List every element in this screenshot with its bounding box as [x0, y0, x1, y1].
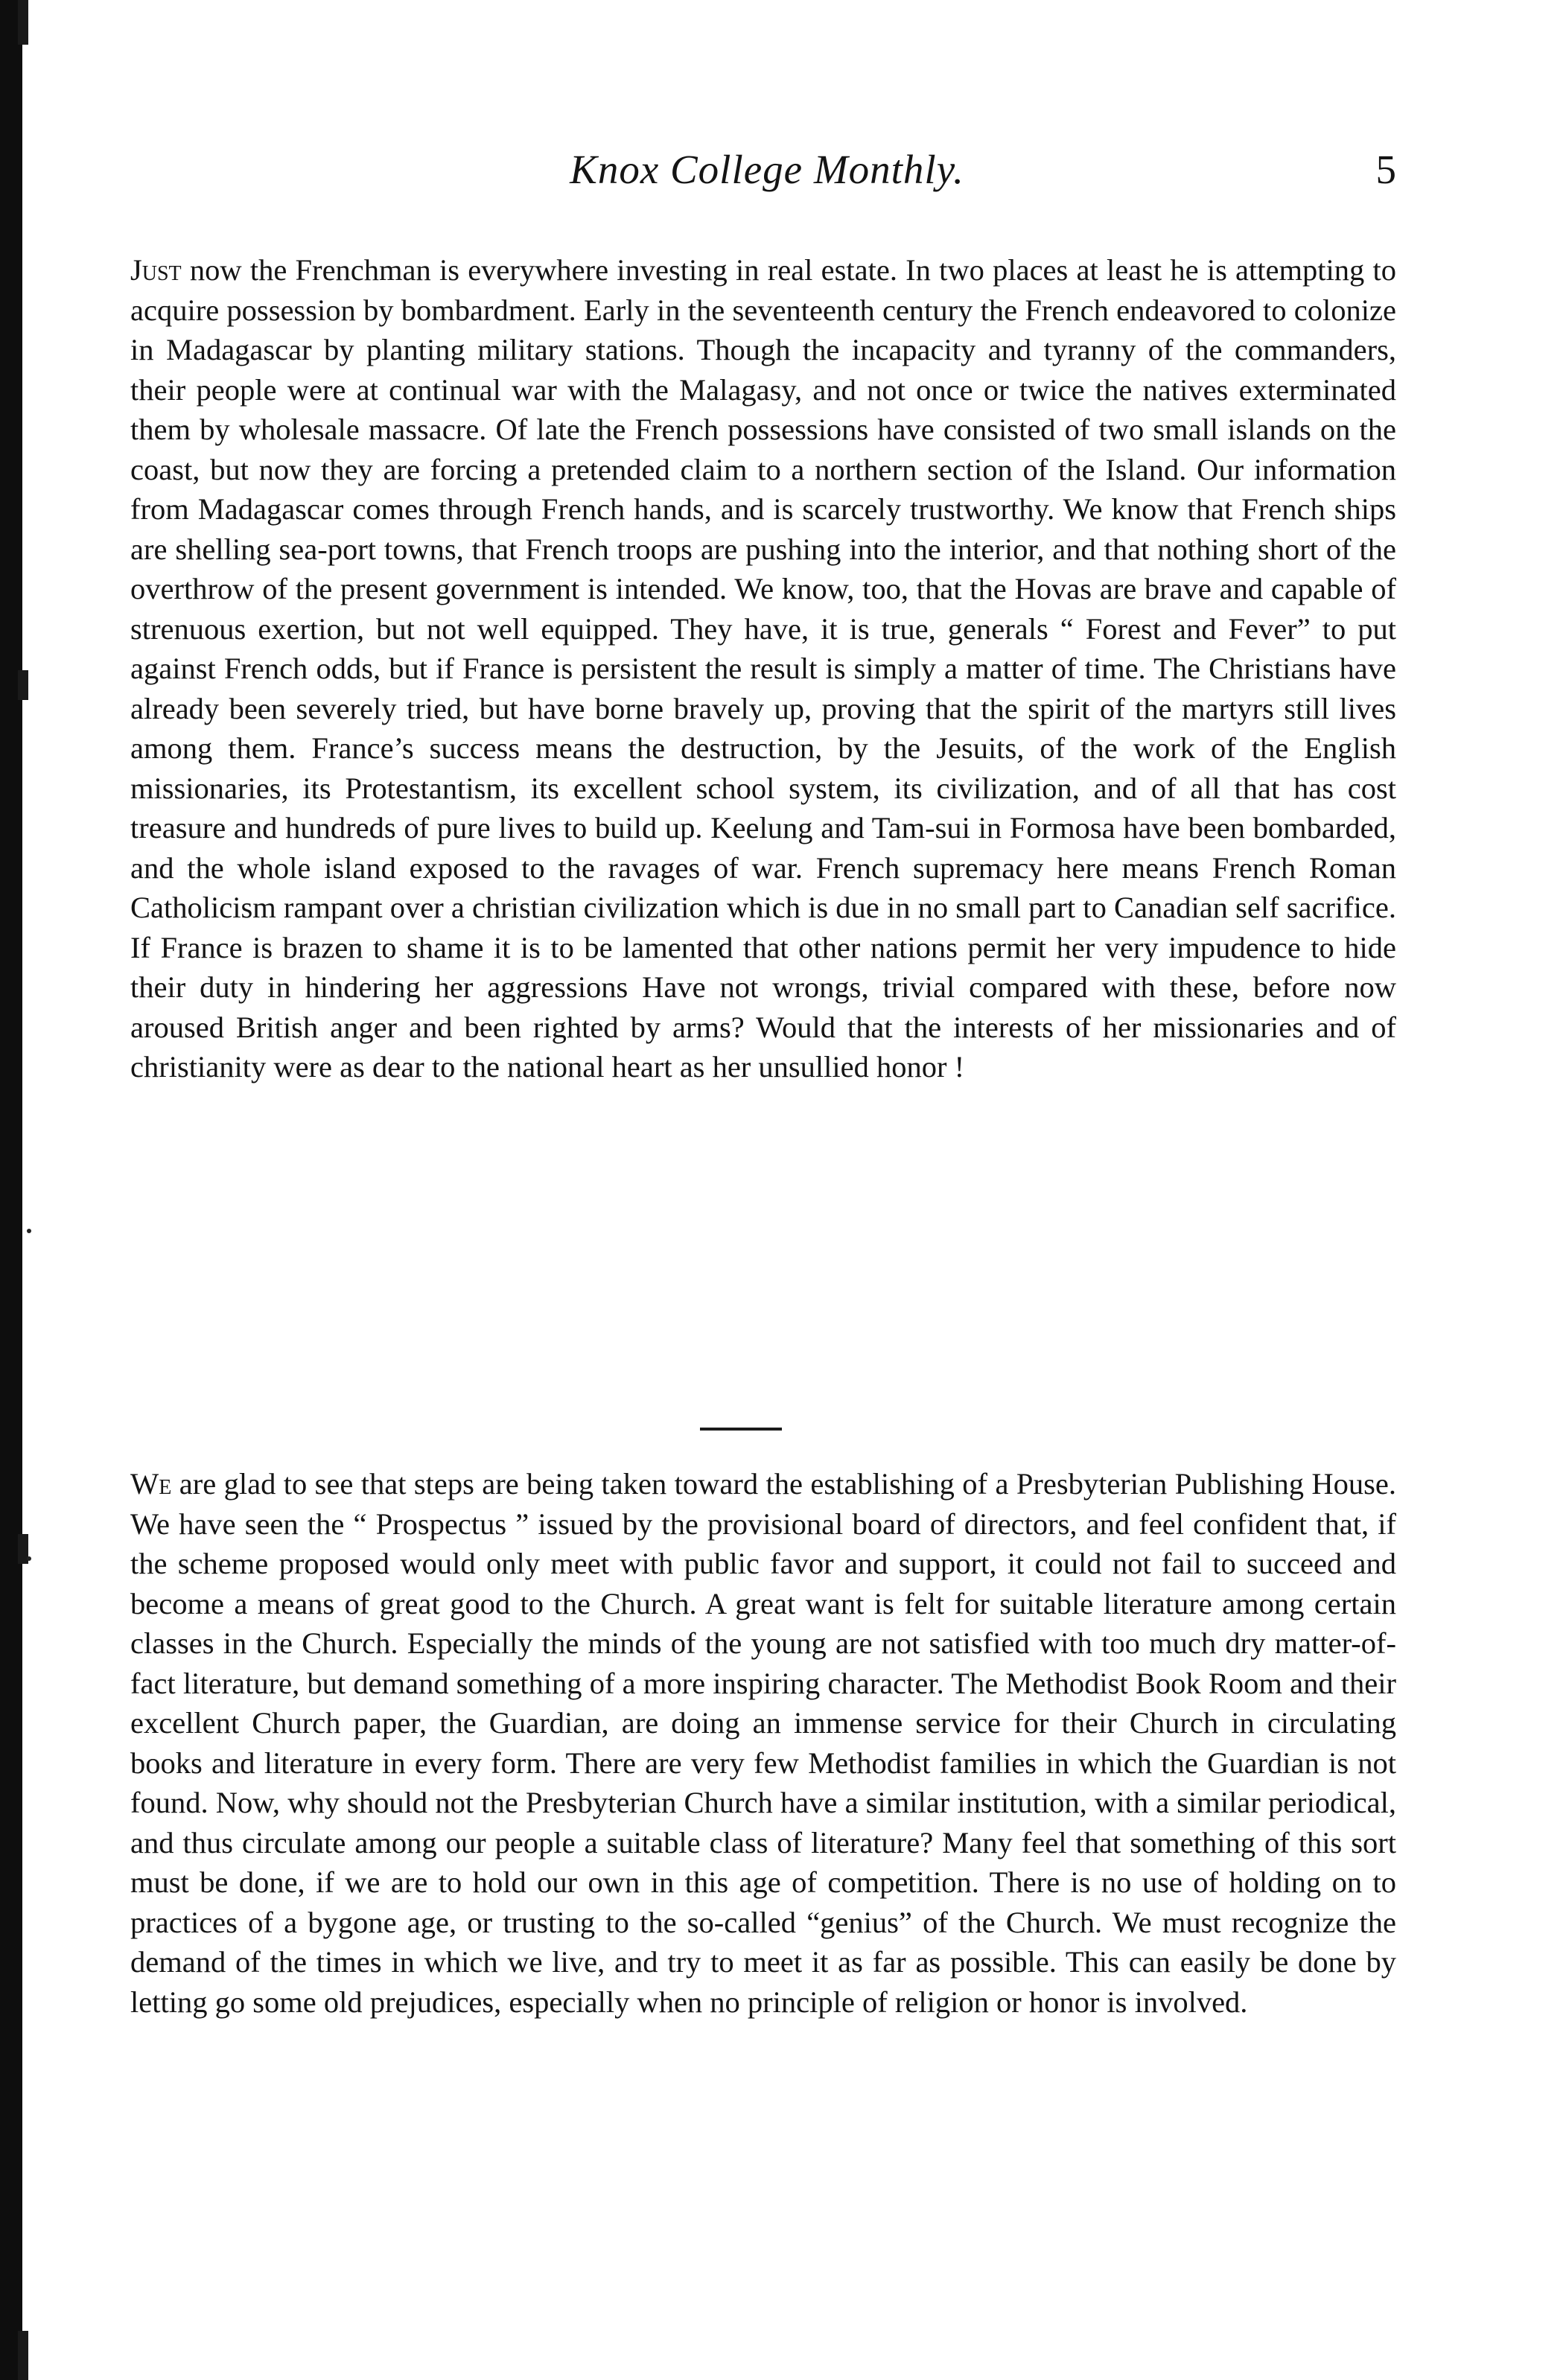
running-head — [130, 146, 1404, 213]
binding-notch — [18, 670, 28, 700]
binding-notch — [18, 2331, 28, 2380]
paragraph-body-text: are glad to see that steps are being taken toward the establishing of a Presbyterian Publishing House. We have seen the “ Prospectus ” issued by the provisional board of directors, and feel confident that, if the scheme proposed would only meet with public favor and support, it could not fail to succeed and become a means of great good to the Church. A great want is felt for suitable literature among certain classes in the Church. Especially the minds of the young are not satisfied with too much dry matter-of-fact literature, but demand something of a more inspiring character. The Methodist Book Room and their excellent Church paper, the Guardian, are doing an immense service for their Church in circulating books and literature in every form. There are very few Methodist families in which the Guardian is not found. Now, why should not the Presbyterian Church have a similar institution, with a similar periodical, and thus circulate among our people a suitable class of literature? Many feel that something of this sort must be done, if we are to hold our own in this age of competition. There is no use of holding on to practices of a bygone age, or trusting to the so-called “genius” of the Church. We must recognize the demand of the times in which we live, and try to meet it as far as possible. This can easily be done by letting go some old prejudices, especially when no principle of religion or honor is involved. — [130, 1467, 1396, 2019]
binding-notch — [18, 0, 28, 45]
editorial-paragraph-madagascar — [130, 250, 1396, 1087]
journal-title: Knox College Monthly. — [570, 147, 964, 192]
binding-edge — [0, 0, 22, 2380]
paragraph-lead-word: Just — [130, 253, 182, 287]
scan-speck — [27, 1229, 31, 1233]
paragraph-body-text: now the Frenchman is everywhere investing in real estate. In two places at least he is attempting to acquire possession by bombardment. Early in the seventeenth century the French endeavored to colonize in Madagascar by planting military stations. Though the incapacity and tyranny of the commanders, their people were at continual war with the Malagasy, and not once or twice the natives exterminated them by wholesale massacre. Of late the French possessions have consisted of two small islands on the coast, but now they are forcing a pretended claim to a northern section of the Island. Our information from Madagascar comes through French hands, and is scarcely trustworthy. We know that French ships are shelling sea-port towns, that French troops are pushing into the interior, and that nothing short of the overthrow of the present government is intended. We know, too, that the Hovas are brave and capable of strenuous exertion, but not well equipped. They have, it is true, generals “ Forest and Fever” to put against French odds, but if France is persistent the result is simply a matter of time. The Christians have already been severely tried, but have borne bravely up, proving that the spirit of the martyrs still lives among them. France’s success means the destruction, by the Jesuits, of the work of the English missionaries, its Protestantism, its excellent school system, its civilization, and of all that has cost treasure and hundreds of pure lives to build up. Keelung and Tam-sui in Formosa have been bombarded, and the whole island exposed to the ravages of war. French supremacy here means French Roman Catholicism rampant over a christian civilization which is due in no small part to Canadian self sacrifice. If France is brazen to shame it is to be lamented that other nations permit her very impudence to hide their duty in hindering her aggressions Have not wrongs, trivial compared with these, before now aroused British anger and been righted by arms? Would that the interests of her missionaries and of christianity were as dear to the national heart as her unsullied honor ! — [130, 253, 1396, 1084]
paragraph-lead-word: We — [130, 1467, 172, 1501]
page-number: 5 — [1375, 147, 1396, 192]
scan-speck — [27, 1556, 31, 1561]
editorial-paragraph-publishing-house — [130, 1464, 1396, 2022]
section-divider — [700, 1428, 782, 1431]
